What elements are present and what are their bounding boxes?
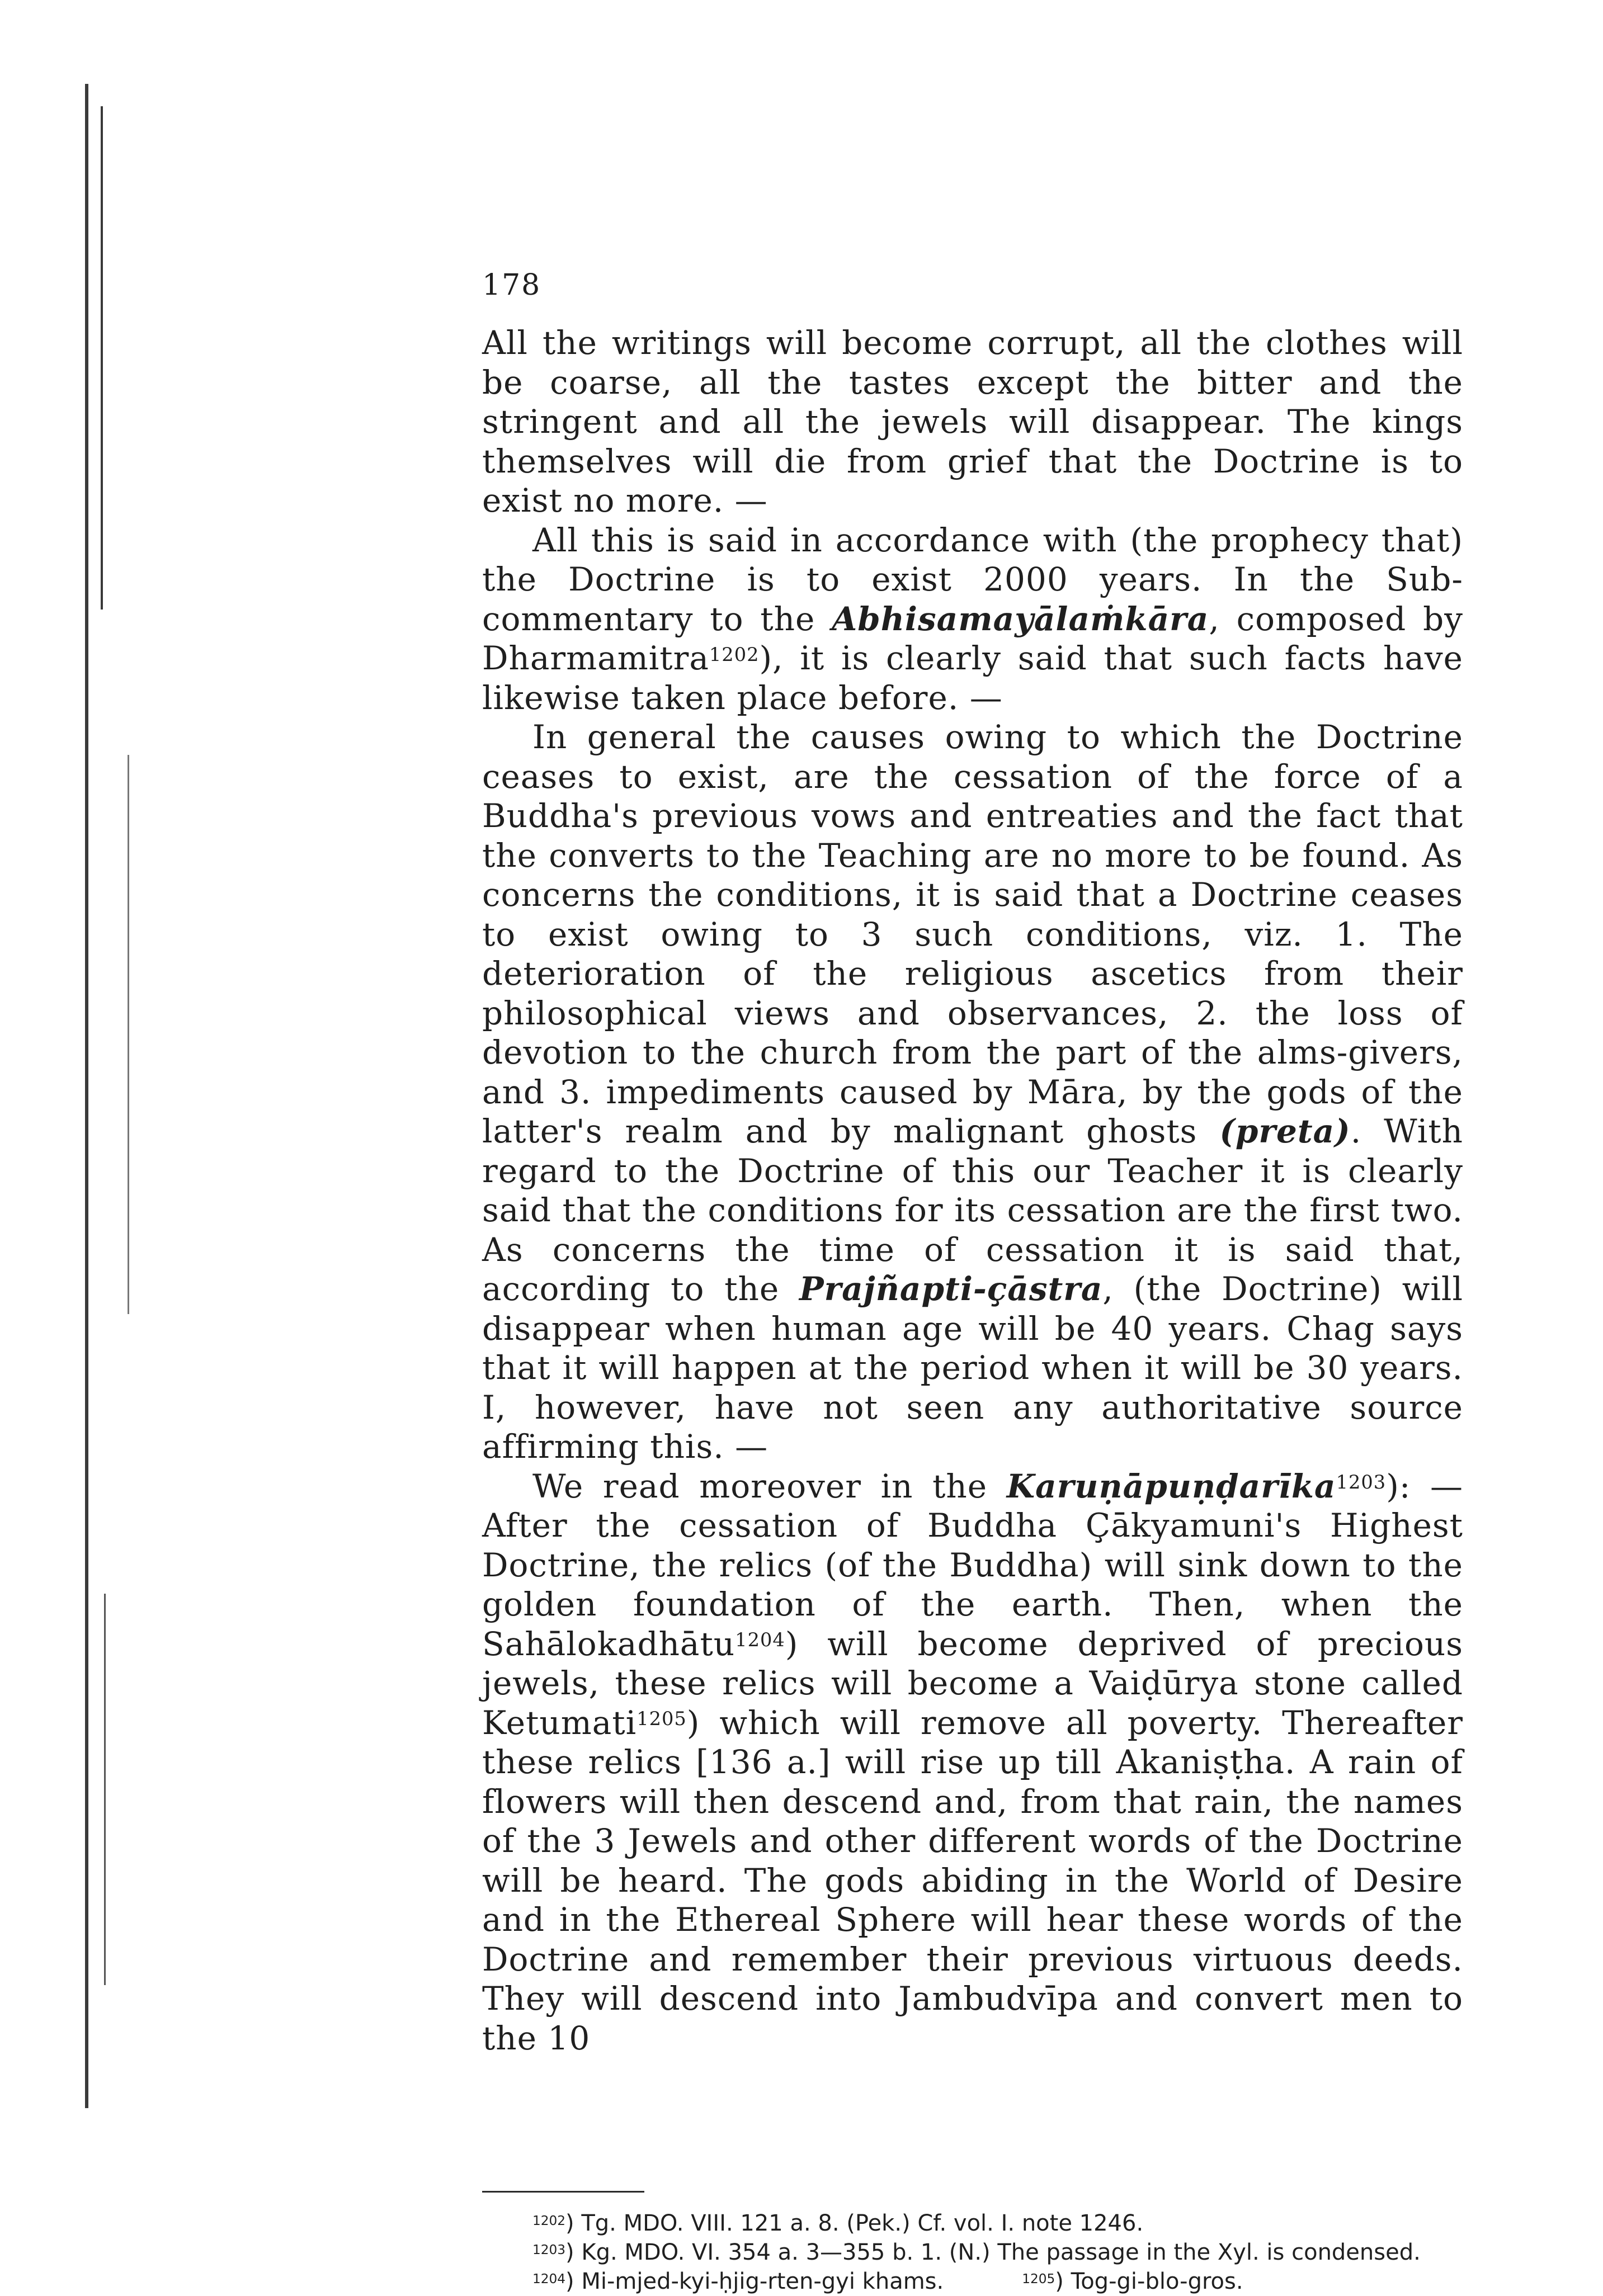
paragraph-4-text-a: We read moreover in the [532,1467,1007,1505]
title-prajnapti-castra: Prajñapti-çāstra [799,1270,1103,1308]
paragraph-2-text-b: , composed by Dharmamitra [482,599,1464,677]
title-abhisamayalamkara: Abhisamayālaṁkāra [832,599,1209,638]
paragraph-3-text-c: , (the Doctrine) will disappear when human age will be 40 years. Chag says that it will happen at the period when it will be 30 years. I, however, have not seen any authoritative source affirming this. — [482,1270,1463,1466]
footnote-ref-1202: 1202 [709,643,760,665]
footnote-text: ) Tog-gi-blo-gros. [1055,2269,1243,2294]
footnote-number: 1202 [532,2213,566,2228]
paragraph-1 [482,323,1463,521]
footnote-text: ) Kg. MDO. VI. 354 a. 3—355 b. 1. (N.) The passage in the Xyl. is condensed. [565,2240,1421,2265]
term-preta: (preta) [1219,1112,1351,1150]
footnote-row [482,2267,1463,2296]
paragraph-4-text-c: ) will become deprived of precious jewels, these relics will become a Vaiḍūrya stone called Ketumati [482,1624,1463,1742]
footnote-number: 1203 [532,2242,566,2257]
page-number: 178 [482,268,541,302]
footnote-ref-1205: 1205 [637,1708,687,1730]
title-karunapundarika: Karuṇāpuṇḍarīka [1006,1467,1336,1505]
paragraph-2 [482,521,1463,718]
paragraph-4 [482,1467,1463,2058]
footnote-1205 [1022,2267,1243,2296]
footnote-text: ) Mi-mjed-kyi-ḥjig-rten-gyi khams. [565,2269,944,2294]
paragraph-4-text-d: ) which will remove all poverty. Thereafter these relics [136 a.] will rise up till Akaniṣṭha. A rain of flowers will then descend and, from that rain, the names of the 3 Jewels and other different words of the Doctrine will be heard. The gods abiding in the World of Desire and in the Ethereal Sphere will hear these words of the Doctrine and remember their previous virtuous deeds. They will descend into Jambudvīpa and convert men to the 10 [482,1703,1463,2057]
footnote-ref-1203: 1203 [1336,1471,1387,1494]
footnotes [482,2209,1463,2296]
footnote-1202 [482,2209,1463,2238]
footnote-ref-1204: 1204 [735,1629,785,1651]
page-binding-edge [78,84,151,2108]
footnote-1204 [482,2267,944,2296]
paragraph-1-text: All the writings will become corrupt, all the clothes will be coarse, all the tastes except the bitter and the stringent and all the jewels will disappear. The kings themselves will die from grief that the Doctrine is to exist no more. — [482,324,1463,519]
main-text [482,323,1463,2058]
paragraph-3-text-b: . With regard to the Doctrine of this our Teacher it is clearly said that the conditions for its cessation are the first two. As concerns the time of cessation it is said that, according to the [482,1112,1463,1308]
footnote-number: 1204 [532,2271,566,2286]
paragraph-3 [482,717,1463,1467]
paragraph-2-text-a: All this is said in accordance with (the prophecy that) the Doctrine is to exist 2000 years. In the Sub-commentary to the [482,521,1463,638]
paragraph-4-text-b: ): — After the cessation of Buddha Çākyamuni's Highest Doctrine, the relics (of the Buddha) will sink down to the golden foundation of the earth. Then, when the Sahālokadhātu [482,1467,1463,1663]
paragraph-2-text-c: ), it is clearly said that such facts have likewise taken place before. — [482,639,1463,717]
footnote-divider [482,2191,644,2193]
footnote-number: 1205 [1022,2271,1055,2286]
paragraph-3-text-a: In general the causes owing to which the Doctrine ceases to exist, are the cessation of the force of a Buddha's previous vows and entreaties and the fact that the converts to the Teaching are no more to be found. As concerns the conditions, it is said that a Doctrine ceases to exist owing to 3 such conditions, viz. 1. The deterioration of the religious ascetics from their philosophical views and observances, 2. the loss of devotion to the church from the part of the alms-givers, and 3. impediments caused by Māra, by the gods of the latter's realm and by malignant ghosts [482,718,1463,1150]
footnote-1203 [482,2238,1463,2267]
footnote-text: ) Tg. MDO. VIII. 121 a. 8. (Pek.) Cf. vol. I. note 1246. [565,2210,1144,2236]
